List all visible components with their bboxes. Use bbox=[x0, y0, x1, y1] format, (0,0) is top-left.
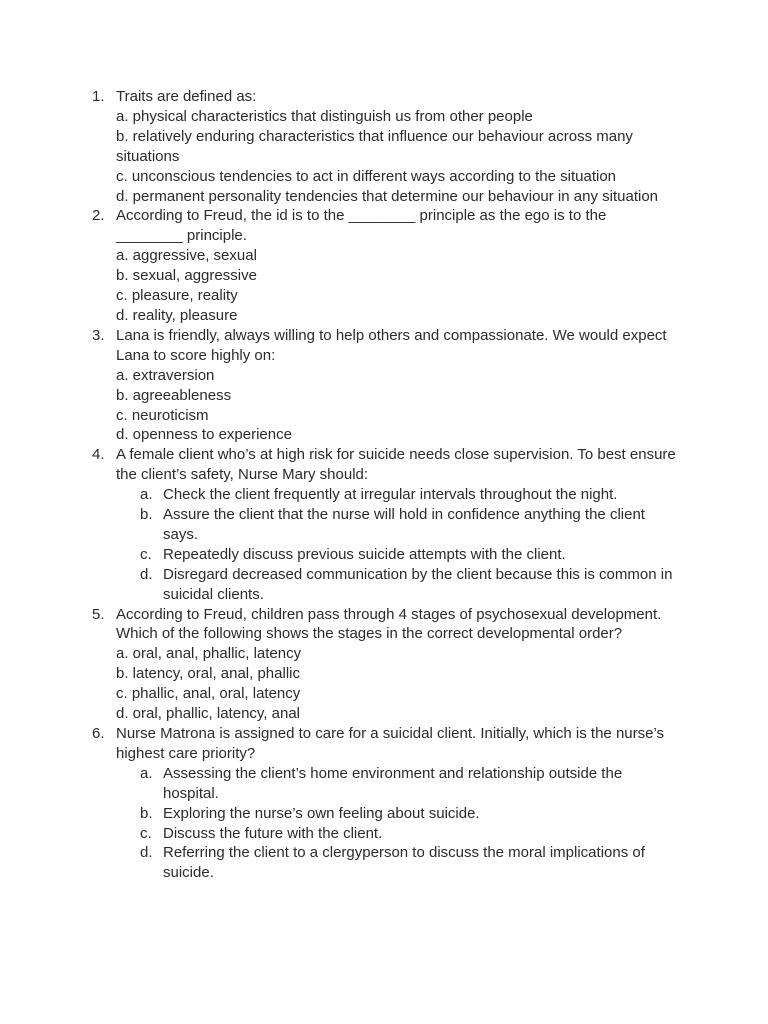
option-b: b. agreeableness bbox=[116, 386, 232, 404]
question-2 bbox=[92, 206, 676, 325]
question-3 bbox=[92, 326, 676, 445]
option-c: c. neuroticism bbox=[116, 406, 209, 424]
option-a: a. physical characteristics that distinguish us from other people bbox=[116, 107, 533, 125]
option-b: b. sexual, aggressive bbox=[116, 267, 257, 285]
option-text: Assessing the client’s home environment and relationship outside the hospital. bbox=[163, 764, 623, 802]
option-text: Check the client frequently at irregular intervals throughout the night. bbox=[163, 486, 618, 504]
question-number: 6. bbox=[92, 725, 105, 742]
option-d: d. openness to experience bbox=[116, 426, 292, 444]
option-c: c. unconscious tendencies to act in different ways according to the situation bbox=[116, 167, 617, 185]
question-text: According to Freud, children pass through 4 stages of psychosexual development. bbox=[116, 605, 662, 623]
option-c: c. pleasure, reality bbox=[116, 287, 238, 305]
option-letter: d. bbox=[140, 565, 153, 583]
option-d: d. permanent personality tendencies that determine our behaviour in any situation bbox=[116, 187, 658, 205]
option-c bbox=[140, 545, 676, 565]
question-list bbox=[92, 87, 676, 883]
question-6 bbox=[92, 724, 676, 883]
option-list bbox=[140, 485, 676, 604]
question-4 bbox=[92, 445, 676, 604]
option-letter: d. bbox=[140, 844, 153, 862]
option-list bbox=[140, 764, 676, 883]
option-a: a. extraversion bbox=[116, 366, 215, 384]
question-number: 2. bbox=[92, 207, 105, 225]
question-text: Lana is friendly, always willing to help others and compassionate. We would expect Lana to score highly on: bbox=[116, 326, 667, 364]
option-text: Discuss the future with the client. bbox=[163, 824, 383, 842]
option-letter: a. bbox=[140, 764, 153, 782]
question-1 bbox=[92, 87, 676, 206]
option-letter: c. bbox=[140, 545, 152, 563]
option-b: b. relatively enduring characteristics that influence our behaviour across many situations bbox=[116, 127, 633, 165]
question-subtext: Which of the following shows the stages in the correct developmental order? bbox=[116, 625, 623, 643]
option-b bbox=[140, 804, 676, 824]
option-c bbox=[140, 824, 676, 844]
option-c: c. phallic, anal, oral, latency bbox=[116, 685, 301, 703]
option-letter: a. bbox=[140, 486, 153, 504]
option-d: d. oral, phallic, latency, anal bbox=[116, 705, 300, 723]
option-text: Repeatedly discuss previous suicide attempts with the client. bbox=[163, 545, 566, 563]
option-a: a. oral, anal, phallic, latency bbox=[116, 645, 302, 663]
question-number: 1. bbox=[92, 88, 105, 105]
option-d: d. reality, pleasure bbox=[116, 306, 238, 324]
option-letter: c. bbox=[140, 824, 152, 842]
option-d bbox=[140, 843, 676, 883]
option-text: Assure the client that the nurse will hold in confidence anything the client says. bbox=[163, 506, 645, 543]
option-text: Exploring the nurse’s own feeling about suicide. bbox=[163, 804, 480, 822]
option-letter: b. bbox=[140, 506, 153, 524]
question-text: Traits are defined as: bbox=[116, 88, 257, 105]
option-text: Disregard decreased communication by the client because this is common in suicidal clients. bbox=[163, 565, 673, 603]
option-a bbox=[140, 764, 676, 804]
option-a bbox=[140, 485, 676, 505]
option-a: a. aggressive, sexual bbox=[116, 247, 257, 265]
question-text: A female client who’s at high risk for suicide needs close supervision. To best ensure the client’s safety, Nurse Mary should: bbox=[116, 446, 676, 484]
question-number: 3. bbox=[92, 326, 105, 344]
option-letter: b. bbox=[140, 804, 153, 822]
question-text: Nurse Matrona is assigned to care for a suicidal client. Initially, which is the nurse’s highest care priority? bbox=[116, 725, 665, 762]
option-b: b. latency, oral, anal, phallic bbox=[116, 665, 300, 683]
question-number: 5. bbox=[92, 605, 105, 623]
question-5 bbox=[92, 605, 676, 724]
option-d bbox=[140, 565, 676, 605]
option-text: Referring the client to a clergyperson to discuss the moral implications of suicide. bbox=[163, 844, 645, 882]
question-number: 4. bbox=[92, 446, 105, 464]
question-text: According to Freud, the id is to the ________ principle as the ego is to the ________ principle. bbox=[116, 207, 607, 245]
option-b bbox=[140, 505, 676, 545]
